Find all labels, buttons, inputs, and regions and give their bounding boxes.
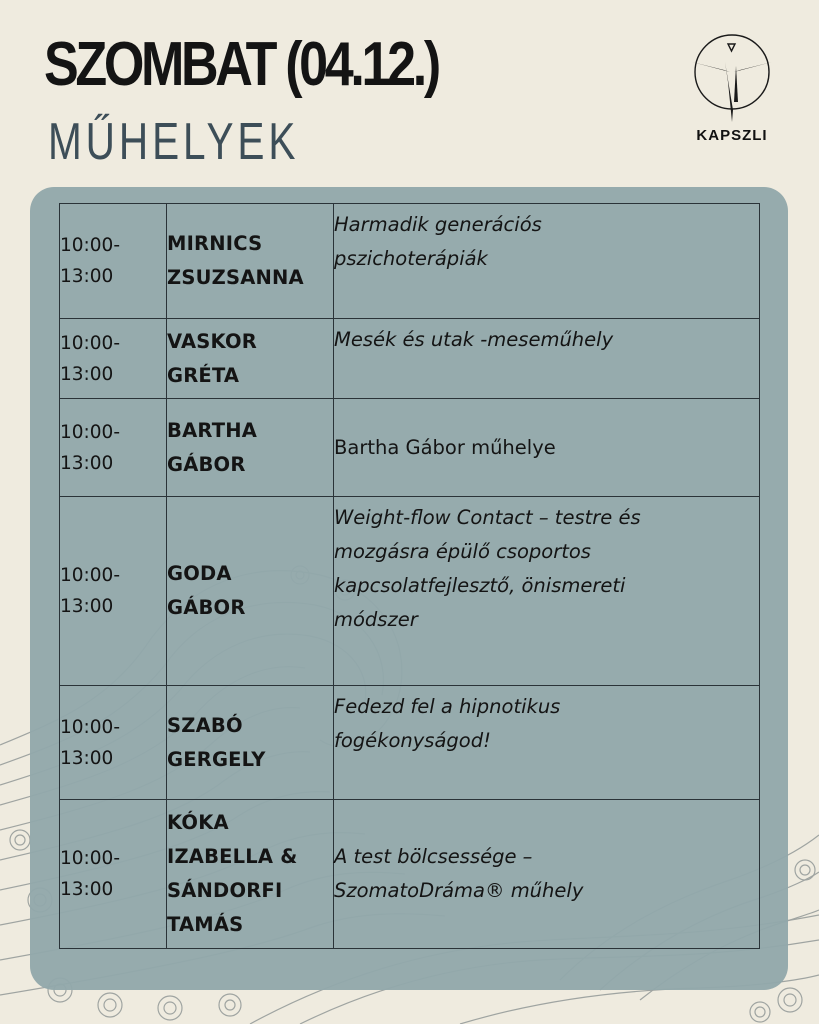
presenter-name-line: BARTHA <box>167 418 258 442</box>
time-cell <box>60 319 167 399</box>
time-start: 10:00- <box>60 848 120 869</box>
topic-line: Weight-flow Contact – testre és <box>334 506 641 529</box>
time-start: 10:00- <box>60 565 120 586</box>
presenter-name-line: GÁBOR <box>167 596 246 619</box>
presenter-name-line: MIRNICS <box>167 232 263 255</box>
topic-line: A test bölcsessége – <box>334 845 533 868</box>
time-cell <box>60 204 167 319</box>
presenter-cell <box>167 497 334 686</box>
page-title: SZOMBAT (04.12.) <box>44 30 438 99</box>
time-cell <box>60 686 167 800</box>
table-row <box>60 399 760 497</box>
presenter-cell <box>167 319 334 399</box>
time-cell <box>60 800 167 949</box>
presenter-name-line: VASKOR <box>167 329 257 353</box>
presenter-cell <box>167 800 334 949</box>
presenter-name-line: TAMÁS <box>167 913 244 936</box>
presenter-cell <box>167 686 334 800</box>
presenter-name-line: SÁNDORFI <box>167 879 283 902</box>
table-row <box>60 204 760 319</box>
time-end: 13:00 <box>60 879 114 900</box>
logo-text: KAPSZLI <box>696 127 768 144</box>
topic-line: SzomatoDráma® műhely <box>334 879 584 902</box>
topic-line: Mesék és utak -meseműhely <box>334 328 614 351</box>
page-subtitle: MŰHELYEK <box>48 113 300 171</box>
time-start: 10:00- <box>60 235 120 256</box>
time-end: 13:00 <box>60 452 114 474</box>
time-end: 13:00 <box>60 266 114 287</box>
topic-cell <box>334 686 760 800</box>
kapszli-logo <box>682 30 782 150</box>
topic-line: módszer <box>334 608 418 631</box>
table-row <box>60 800 760 949</box>
topic-cell <box>334 319 760 399</box>
topic-line: pszichoterápiák <box>334 247 488 270</box>
schedule-table <box>59 203 760 949</box>
topic-line: Harmadik generációs <box>334 213 542 236</box>
presenter-cell <box>167 204 334 319</box>
topic-line: fogékonyságod! <box>334 729 491 752</box>
presenter-name-line: GRÉTA <box>167 363 240 387</box>
logo-emblem-icon <box>688 32 776 124</box>
table-row <box>60 319 760 399</box>
time-start: 10:00- <box>60 421 120 443</box>
presenter-name-line: ZSUZSANNA <box>167 266 304 289</box>
time-start: 10:00- <box>60 332 120 354</box>
table-row <box>60 497 760 686</box>
topic-cell <box>334 399 760 497</box>
topic-line: kapcsolatfejlesztő, önismereti <box>334 574 626 597</box>
time-end: 13:00 <box>60 363 114 385</box>
table-row <box>60 686 760 800</box>
presenter-name-line: GODA <box>167 562 232 585</box>
topic-cell <box>334 497 760 686</box>
presenter-cell <box>167 399 334 497</box>
time-cell <box>60 399 167 497</box>
presenter-name-line: SZABÓ <box>167 713 243 737</box>
topic-line: mozgásra épülő csoportos <box>334 540 591 563</box>
time-end: 13:00 <box>60 747 114 769</box>
presenter-name-line: GÁBOR <box>167 452 246 476</box>
topic-cell <box>334 204 760 319</box>
time-end: 13:00 <box>60 596 114 617</box>
presenter-name-line: IZABELLA & <box>167 845 298 868</box>
topic-line: Bartha Gábor műhelye <box>334 435 556 459</box>
topic-line: Fedezd fel a hipnotikus <box>334 695 561 718</box>
time-start: 10:00- <box>60 716 120 738</box>
time-cell <box>60 497 167 686</box>
topic-cell <box>334 800 760 949</box>
presenter-name-line: GERGELY <box>167 747 266 771</box>
presenter-name-line: KÓKA <box>167 811 229 834</box>
